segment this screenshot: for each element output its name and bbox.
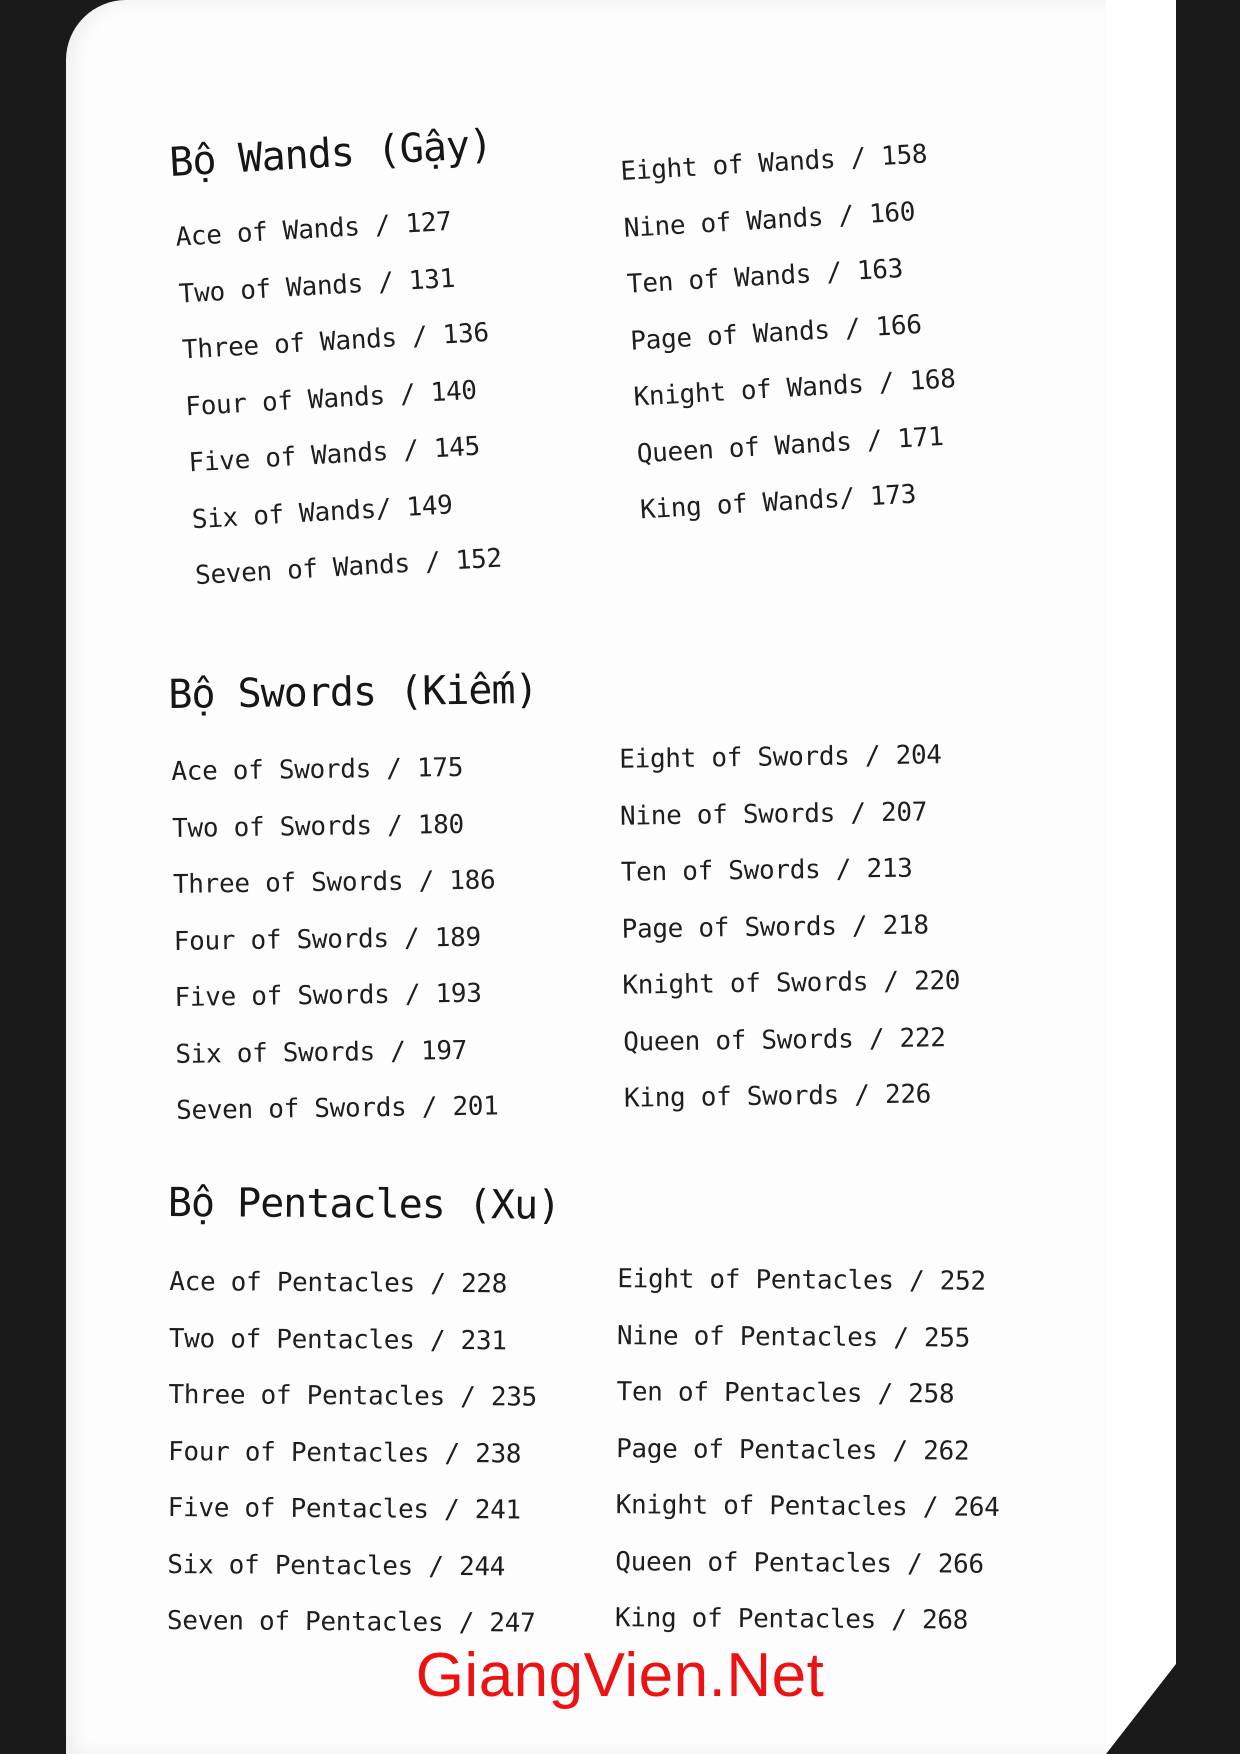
toc-entry: King of Wands/ 173 xyxy=(639,479,917,526)
toc-entry: Ten of Wands / 163 xyxy=(626,253,904,300)
toc-entry: Four of Wands / 140 xyxy=(184,375,478,422)
toc-entry: Seven of Wands / 152 xyxy=(194,543,503,592)
section-title-pentacles: Bộ Pentacles (Xu) xyxy=(167,1180,561,1229)
toc-entry: King of Swords / 226 xyxy=(623,1079,932,1114)
section-pentacles xyxy=(165,1180,1000,1660)
toc-entry: Nine of Swords / 207 xyxy=(619,796,928,832)
entry-columns xyxy=(169,733,975,1144)
toc-entry: Five of Pentacles / 241 xyxy=(167,1493,521,1526)
toc-entry: Nine of Wands / 160 xyxy=(622,196,916,244)
right-column xyxy=(619,727,962,1127)
right-column xyxy=(615,1251,1002,1649)
toc-entry: Four of Pentacles / 238 xyxy=(167,1436,522,1469)
toc-entry: Three of Pentacles / 235 xyxy=(168,1380,538,1413)
toc-entry: Ten of Swords / 213 xyxy=(620,853,913,888)
section-title-wands: Bộ Wands (Gậy) xyxy=(168,121,494,186)
toc-entry: Nine of Pentacles / 255 xyxy=(616,1320,971,1354)
left-column xyxy=(167,1254,538,1652)
toc-entry: Seven of Swords / 201 xyxy=(175,1091,499,1126)
watermark-text: GiangVien.Net xyxy=(415,1641,825,1710)
toc-entry: Ace of Pentacles / 228 xyxy=(169,1267,508,1300)
toc-entry: Six of Pentacles / 244 xyxy=(167,1549,506,1582)
toc-entry: Three of Swords / 186 xyxy=(172,865,496,900)
toc-entry: Eight of Pentacles / 252 xyxy=(617,1264,986,1297)
toc-entry: Page of Swords / 218 xyxy=(621,909,929,945)
toc-entry: Page of Pentacles / 262 xyxy=(616,1433,970,1467)
toc-entry: Queen of Wands / 171 xyxy=(635,421,945,470)
toc-entry: Two of Wands / 131 xyxy=(178,263,456,310)
toc-entry: Ace of Swords / 175 xyxy=(171,752,464,787)
toc-entry: Page of Wands / 166 xyxy=(629,309,923,357)
left-column xyxy=(174,192,503,605)
toc-entry: Knight of Wands / 168 xyxy=(632,364,957,413)
section-title-swords: Bộ Swords (Kiếm) xyxy=(168,666,538,718)
left-column xyxy=(171,739,499,1139)
toc-entry: Five of Wands / 145 xyxy=(187,431,481,479)
toc-entry: Six of Swords / 197 xyxy=(175,1035,468,1070)
toc-entry: Four of Swords / 189 xyxy=(173,922,482,957)
toc-entry: Five of Swords / 193 xyxy=(174,978,482,1013)
toc-entry: Ten of Pentacles / 258 xyxy=(616,1377,955,1410)
toc-entry: Three of Wands / 136 xyxy=(181,317,490,366)
toc-entry: Two of Swords / 180 xyxy=(171,809,465,844)
toc-entry: Knight of Pentacles / 264 xyxy=(615,1490,1000,1523)
entry-columns xyxy=(165,1254,1000,1660)
toc-entry: Queen of Swords / 222 xyxy=(623,1022,946,1058)
toc-entry: Eight of Wands / 158 xyxy=(619,139,929,187)
right-column xyxy=(619,125,964,538)
toc-entry: Eight of Swords / 204 xyxy=(619,740,942,775)
toc-entry: Ace of Wands / 127 xyxy=(174,206,453,253)
toc-entry: Knight of Swords / 220 xyxy=(622,965,961,1001)
toc-entry: Queen of Pentacles / 266 xyxy=(615,1546,984,1580)
toc-entry: Seven of Pentacles / 247 xyxy=(166,1606,536,1639)
section-swords xyxy=(168,661,975,1144)
toc-entry: King of Pentacles / 268 xyxy=(614,1603,969,1636)
toc-entry: Six of Wands/ 149 xyxy=(191,489,454,535)
section-wands xyxy=(168,94,994,609)
toc-entry: Two of Pentacles / 231 xyxy=(168,1323,507,1356)
